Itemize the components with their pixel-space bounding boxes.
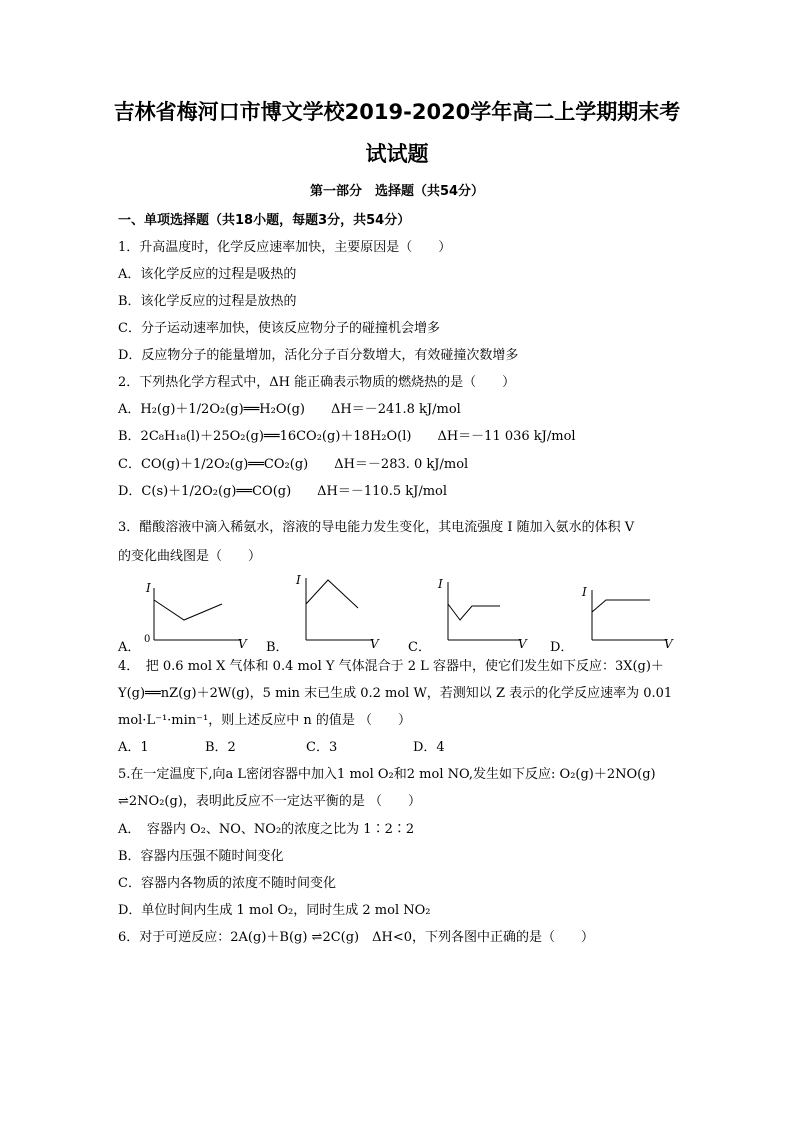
graph-d-curve [592, 600, 650, 612]
q1-option-b: B．该化学反应的过程是放热的 [118, 294, 297, 309]
graph-b-y-label: I [296, 573, 301, 587]
document-title-line-2: 试试题 [365, 142, 429, 166]
graph-c-x-label: V [518, 637, 527, 650]
q5-option-c: C．容器内各物质的浓度不随时间变化 [118, 876, 336, 891]
q4-line-2: Y(g)══nZ(g)＋2W(g)，5 min 末已生成 0.2 mol W，若测知以 Z 表示的化学反应速率为 0.01 [118, 686, 673, 701]
q2-option-c: C．CO(g)＋1/2O₂(g)══CO₂(g) ΔH＝－283. 0 kJ/mol [118, 457, 469, 472]
q4-option-d: D．4 [413, 740, 445, 755]
q5-option-d: D．单位时间内生成 1 mol O₂，同时生成 2 mol NO₂ [118, 903, 431, 918]
q5-line-2: ⇌2NO₂(g)，表明此反应不一定达平衡的是 （ ） [118, 794, 422, 809]
graph-a-origin: 0 [144, 634, 151, 645]
q3-graph-b [292, 570, 382, 650]
q4-option-a: A．1 [118, 740, 149, 755]
q1-option-d: D．反应物分子的能量增加，活化分子百分数增大，有效碰撞次数增多 [118, 348, 519, 363]
document-title-line-1: 吉林省梅河口市博文学校2019-2020学年高二上学期期末考 [113, 100, 681, 124]
graph-c-y-label: I [438, 577, 443, 591]
q3-graph-c [434, 574, 530, 650]
q3-option-c-label: C． [408, 640, 431, 655]
q4-option-c: C．3 [306, 740, 338, 755]
q3-option-d-label: D． [550, 640, 574, 655]
q5-option-a: A． 容器内 O₂、NO、NO₂的浓度之比为 1∶2∶2 [118, 822, 415, 837]
graph-a-x-label: V [238, 637, 247, 650]
q3-graph-d [580, 582, 676, 650]
q2-option-d: D．C(s)＋1/2O₂(g)══CO(g) ΔH＝－110.5 kJ/mol [118, 484, 448, 499]
q2-stem: 2．下列热化学方程式中，ΔH 能正确表示物质的燃烧热的是（ ） [118, 375, 516, 390]
graph-d-x-label: V [664, 637, 673, 650]
graph-a-y-label: I [146, 581, 151, 595]
graph-b-x-label: V [370, 637, 379, 650]
q4-line-3: mol·L⁻¹·min⁻¹，则上述反应中 n 的值是 （ ） [118, 713, 411, 728]
q4-line-1: 4． 把 0.6 mol X 气体和 0.4 mol Y 气体混合于 2 L 容器中，使它们发生如下反应：3X(g)＋ [118, 659, 664, 674]
q3-graph-a [140, 578, 258, 650]
graph-c-curve [448, 604, 500, 620]
q1-option-a: A．该化学反应的过程是吸热的 [118, 267, 297, 282]
q5-line-1: 5.在一定温度下,向a L密闭容器中加入1 mol O₂和2 mol NO,发生如下反应: O₂(g)＋2NO(g) [118, 767, 656, 782]
q3-stem-line-1: 3．醋酸溶液中滴入稀氨水，溶液的导电能力发生变化，其电流强度 I 随加入氨水的体积 V [118, 520, 635, 535]
q6-stem: 6．对于可逆反应：2A(g)＋B(g) ⇌2C(g) ΔH<0，下列各图中正确的是（ ） [118, 930, 595, 945]
q2-option-b: B．2C₈H₁₈(l)＋25O₂(g)══16CO₂(g)＋18H₂O(l) ΔH＝－11 036 kJ/mol [118, 429, 576, 444]
q1-option-c: C．分子运动速率加快，使该反应物分子的碰撞机会增多 [118, 321, 440, 336]
q5-option-b: B．容器内压强不随时间变化 [118, 849, 284, 864]
q3-stem-line-2: 的变化曲线图是（ ） [118, 549, 262, 564]
q2-option-a: A．H₂(g)＋1/2O₂(g)══H₂O(g) ΔH＝－241.8 kJ/mol [118, 402, 461, 417]
part-heading: 第一部分 选择题（共54分） [309, 184, 485, 199]
q3-option-b-label: B． [266, 640, 289, 655]
graph-b-curve [306, 580, 358, 608]
section-heading: 一、单项选择题（共18小题，每题3分，共54分） [118, 213, 411, 228]
graph-d-y-label: I [582, 585, 587, 599]
q1-stem: 1．升高温度时，化学反应速率加快，主要原因是（ ） [118, 240, 452, 255]
q4-option-b: B．2 [205, 740, 236, 755]
q3-option-a-label: A． [118, 640, 141, 655]
graph-a-curve [154, 600, 222, 620]
